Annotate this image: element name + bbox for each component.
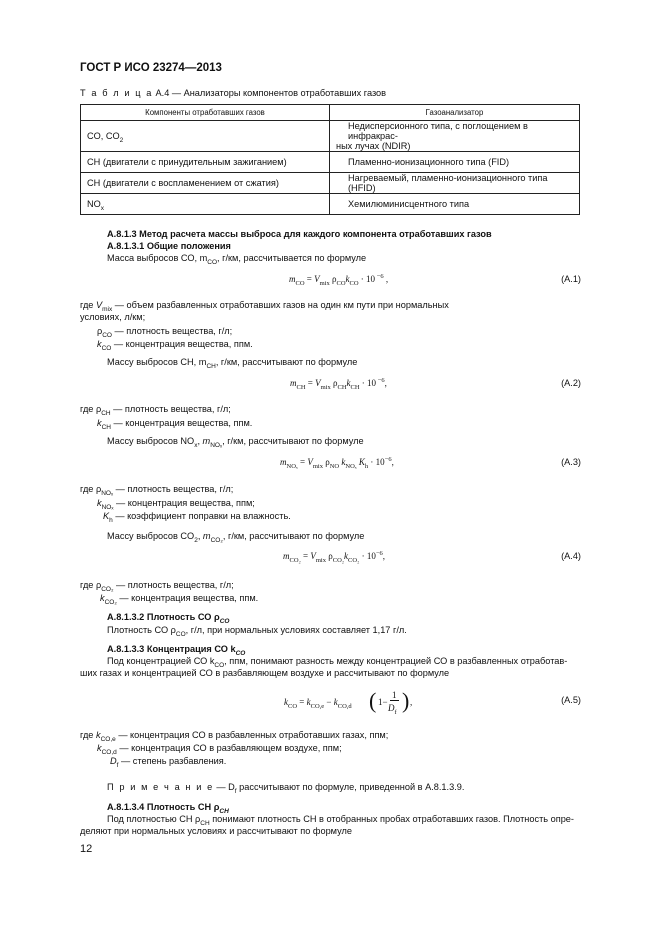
text-span: где (80, 404, 94, 414)
equation-a3: $m_{NO_x} = V_{mix}$ $\rho_{NO}$ $k_{NO_x}$ $K_h \cdot 10^{-6}$, (280, 456, 394, 470)
text-span: А.8.1.3.4 Плотность СН ρ (107, 802, 220, 812)
text-span: концентрация вещества, ппм. (131, 593, 259, 603)
text-span: — концентрация СО в разбавленных отработавших газах, ппм; (118, 730, 389, 740)
definition-line: условиях, л/км; (80, 312, 146, 322)
text-span: коэффициент поправки на влажность. (127, 511, 291, 521)
paragraph: ших газах и концентрацией СО в разбавляющем воздухе и рассчитывают по формуле (80, 668, 450, 678)
section-heading: А.8.1.3.3 Концентрация СО $k_{CO}$ (107, 644, 246, 657)
table-cell: Хемилюминисцентного типа (330, 194, 580, 215)
table-cell: $NO_x$ (81, 194, 330, 215)
text-span: где (80, 580, 94, 590)
text-span: плотность вещества, г/л; (126, 326, 233, 336)
text-span: — степень разбавления. (121, 756, 227, 766)
text-span: концентрация вещества, ппм. (125, 339, 253, 349)
table-row (81, 121, 580, 152)
table-header-row (81, 105, 580, 121)
table-row (81, 173, 580, 194)
definition-line: $k_{CO_2}$ — концентрация вещества, ппм. (100, 593, 259, 606)
table-cell: Пламенно-ионизационного типа (FID) (330, 152, 580, 173)
table-caption (80, 88, 386, 98)
definition-line: где $k_{CO,e}$ — концентрация СО в разбавленных отработавших газах, ппм; (80, 730, 389, 743)
equation-a4: $m_{CO_2} = V_{mix}$ $\rho_{CO_2}k_{CO_2} \cdot 10^{-6}$, (283, 550, 386, 564)
equation-number: (А.5) (561, 695, 581, 705)
section-heading: А.8.1.3.1 Общие положения (107, 241, 231, 251)
table-cell: Нагреваемый, пламенно-ионизационного типа (HFID) (330, 173, 580, 194)
analyzers-table (80, 104, 580, 215)
equation-number: (А.2) (561, 378, 581, 388)
text-span: А.8.1.3.3 Концентрация СО k (107, 644, 236, 654)
paragraph: Под плотностью СН $\rho_{CH}$ понимают плотность СН в отобранных пробах отработавших газов. Плотность опре- (107, 814, 574, 827)
table-row (81, 194, 580, 215)
equation-number: (А.1) (561, 274, 581, 284)
definition-line: $k_{CO,d}$ — концентрация СО в разбавляющем воздухе, ппм; (97, 743, 342, 756)
text-span: концентрация вещества, ппм; (127, 498, 255, 508)
definition-line: где $\rho_{NO_x}$ — плотность вещества, г/л; (80, 484, 234, 497)
definition-line: где $\rho_{CH}$ — плотность вещества, г/л; (80, 404, 231, 417)
definition-line: $\rho_{CO}$ — плотность вещества, г/л; (97, 326, 233, 339)
text-span: концентрация вещества, ппм. (125, 418, 253, 428)
table-caption-prefix: Т а б л и ц а (80, 88, 153, 98)
text-span: , г/км, рассчитывают по формуле (222, 436, 364, 446)
section-heading: А.8.1.3.2 Плотность СО $\rho_{CO}$ (107, 612, 230, 625)
definition-line: $k_{CH}$ — концентрация вещества, ппм. (97, 418, 253, 431)
definition-line: $D_f$ — степень разбавления. (110, 756, 227, 769)
paragraph: Масса выбросов СО, $m_{CO}$, г/км, рассчитывается по формуле (107, 253, 367, 266)
text-span: Плотность СО ρ (107, 625, 176, 635)
paragraph: Под концентрацией СО $k_{CO}$, ппм, понимают разность между концентрацией СО в разбавленных отработав- (107, 656, 568, 669)
text-span: понимают плотность СН в отобранных пробах отработавших газов. Плотность опре- (209, 814, 574, 824)
document-header: ГОСТ Р ИСО 23274—2013 (80, 62, 222, 74)
text-span: плотность вещества, г/л; (127, 484, 234, 494)
table-cell: CH (двигатели с воспламенением от сжатия) (81, 173, 330, 194)
equation-a2: $m_{CH} = V_{mix}$ $\rho_{CH}k_{CH} \cdot 10$ $^{-6}$, (290, 377, 387, 391)
text-span: где (80, 484, 94, 494)
page-number: 12 (80, 843, 93, 855)
text-span: П р и м е ч а н и е (107, 782, 214, 792)
text-span: Масса выбросов СО, m (107, 253, 208, 263)
definition-line: $k_{CO}$ — концентрация вещества, ппм. (97, 339, 253, 352)
table-header-cell: Газоанализатор (330, 105, 580, 121)
equation-number: (А.3) (561, 457, 581, 467)
text-span: рассчитывают по формуле, приведенной в А.8.1.3.9. (236, 782, 465, 792)
text-span: , г/км, рассчитывается по формуле (217, 253, 367, 263)
table-cell (330, 121, 580, 152)
text-span: , г/км, рассчитывают по формуле (215, 357, 358, 367)
table-cell-line: ных лучах (NDIR) (336, 141, 411, 151)
note: П р и м е ч а н и е — $D_f$ рассчитывают по формуле, приведенной в А.8.1.3.9. (107, 782, 465, 795)
paragraph: Плотность СО $\rho_{CO}$, г/л, при нормальных условиях составляет 1,17 г/л. (107, 625, 407, 638)
text-span: — объем разбавленных отработавших газов на один км пути при нормальных (112, 300, 449, 310)
text-span: где (80, 300, 94, 310)
text-span: Массу выбросов NO (107, 436, 195, 446)
table-header-cell: Компоненты отработавших газов (81, 105, 330, 121)
table-cell: CO, $CO_2$ (81, 121, 330, 152)
text-span: , ппм, понимают разность между концентрацией СО в разбавленных отработав- (224, 656, 568, 666)
definition-line: где $V_{mix}$ — объем разбавленных отработавших газов на один км пути при нормальных (80, 300, 449, 313)
text-span: Массу выбросов СН, m (107, 357, 207, 367)
text-span: , г/км, рассчитывают по формуле (222, 531, 365, 541)
table-cell-line: Недисперсионного типа, с поглощением в инфракрас- (348, 121, 528, 141)
text-span: А.8.1.3.2 Плотность СО ρ (107, 612, 220, 622)
table-row (81, 152, 580, 173)
paragraph: Массу выбросов $NO_x$, $m_{NO_x}$, г/км, рассчитывают по формуле (107, 436, 364, 449)
text-span: плотность вещества, г/л; (124, 404, 231, 414)
equation-a1: $m_{CO} = V_{mix}$ $\rho_{CO}k_{CO} \cdot 10$ $^{-6}$ , (289, 273, 389, 287)
text-span: Под плотностью СН ρ (107, 814, 201, 824)
definition-line: $k_{NO_x}$ — концентрация вещества, ппм; (97, 498, 255, 511)
text-span: Массу выбросов CO (107, 531, 195, 541)
paragraph: Массу выбросов СН, $m_{CH}$, г/км, рассчитывают по формуле (107, 357, 358, 370)
text-span: плотность вещества, г/л; (127, 580, 234, 590)
paragraph: деляют при нормальных условиях и рассчитывают по формуле (80, 826, 352, 836)
section-heading: А.8.1.3.4 Плотность СН $\rho_{CH}$ (107, 802, 229, 815)
equation-number: (А.4) (561, 551, 581, 561)
text-span: — концентрация СО в разбавляющем воздухе, ппм; (119, 743, 342, 753)
text-span: где (80, 730, 94, 740)
section-heading: А.8.1.3 Метод расчета массы выброса для каждого компонента отработавших газов (107, 229, 492, 239)
text-span: — D (213, 782, 235, 792)
text-span: , г/л, при нормальных условиях составляет 1,17 г/л. (185, 625, 407, 635)
text-span: Под концентрацией СО k (107, 656, 215, 666)
table-cell: CH (двигатели с принудительным зажиганием) (81, 152, 330, 173)
paragraph: Массу выбросов $CO_2$, $m_{CO_2}$, г/км, рассчитывают по формуле (107, 531, 365, 544)
definition-line: $K_h$ — коэффициент поправки на влажность. (103, 511, 291, 524)
definition-line: где $\rho_{CO_2}$ — плотность вещества, г/л; (80, 580, 234, 593)
table-caption-text: А.4 — Анализаторы компонентов отработавших газов (152, 88, 387, 98)
